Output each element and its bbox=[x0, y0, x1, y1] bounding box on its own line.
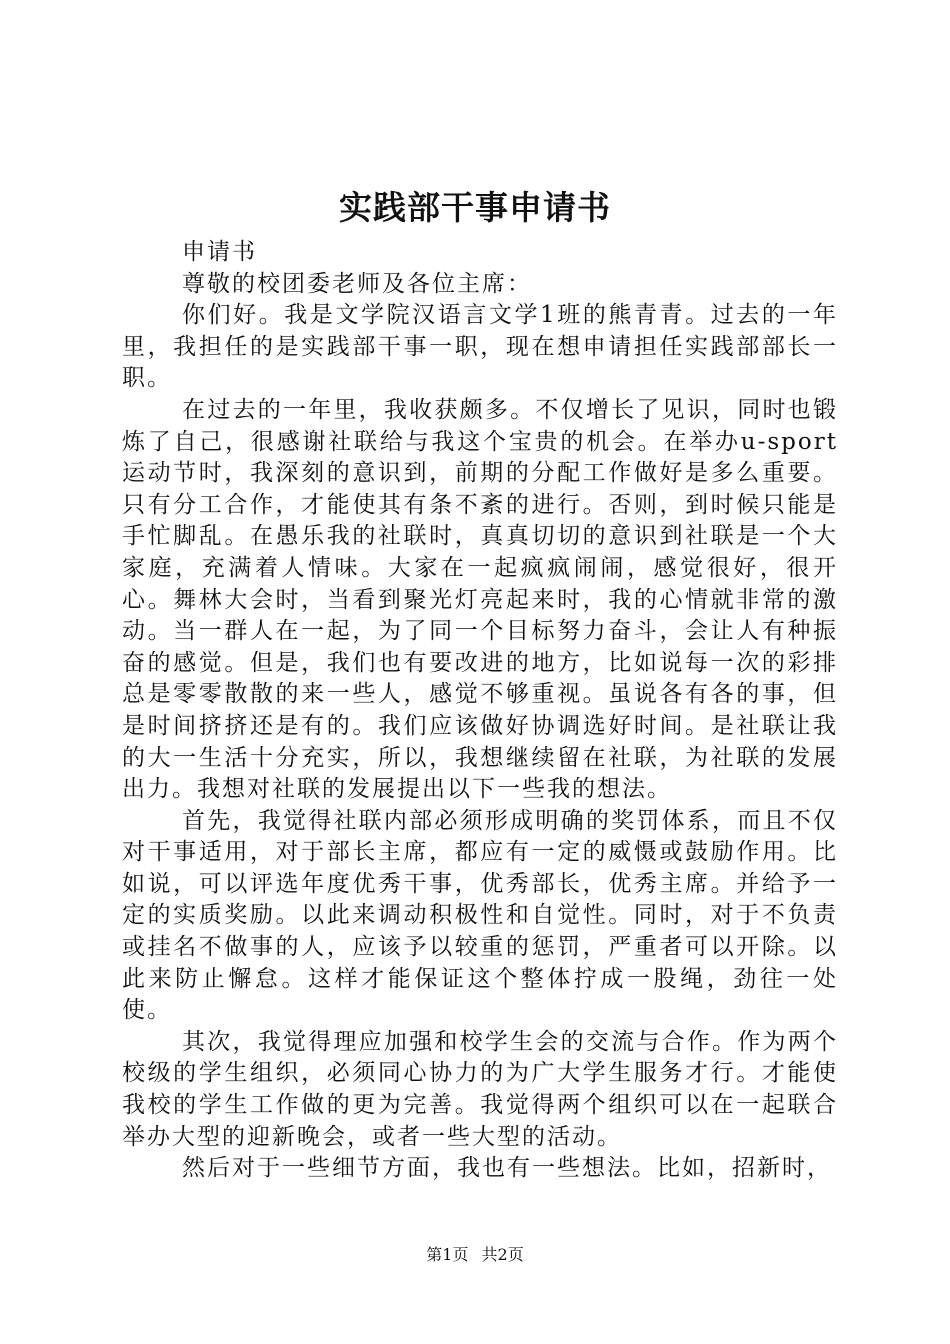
document-body bbox=[122, 237, 838, 1185]
page-footer bbox=[0, 1244, 950, 1266]
paragraph: 其次，我觉得理应加强和校学生会的交流与合作。作为两个校级的学生组织，必须同心协力的为广大学生服务才行。才能使我校的学生工作做的更为完善。我觉得两个组织可以在一起联合举办大型的迎新晚会，或者一些大型的活动。 bbox=[122, 1028, 838, 1150]
paragraph: 你们好。我是文学院汉语言文学1班的熊青青。过去的一年里，我担任的是实践部干事一职，现在想申请担任实践部部长一职。 bbox=[122, 302, 838, 392]
paragraph: 申请书 bbox=[182, 239, 257, 265]
paragraph: 然后对于一些细节方面，我也有一些想法。比如，招新时， bbox=[182, 1155, 832, 1182]
page-total: 共2页 bbox=[481, 1245, 524, 1264]
paragraph: 在过去的一年里，我收获颇多。不仅增长了见识，同时也锻炼了自己，很感谢社联给与我这个宝贵的机会。在举办u-sport运动节时，我深刻的意识到，前期的分配工作做好是多么重要。只有分工合作，才能使其有条不紊的进行。否则，到时候只能是手忙脚乱。在愚乐我的社联时，真真切切的意识到社联是一个大家庭，充满着人情味。大家在一起疯疯闹闹，感觉很好，很开心。舞林大会时，当看到聚光灯亮起来时，我的心情就非常的激动。当一群人在一起，为了同一个目标努力奋斗，会让人有种振奋的感觉。但是，我们也有要改进的地方，比如说每一次的彩排总是零零散散的来一些人，感觉不够重视。虽说各有各的事，但是时间挤挤还是有的。我们应该做好协调选好时间。是社联让我的大一生活十分充实，所以，我想继续留在社联，为社联的发展出力。我想对社联的发展提出以下一些我的想法。 bbox=[122, 396, 838, 803]
page-number: 第1页 bbox=[426, 1245, 469, 1264]
document-title: 实践部干事申请书 bbox=[339, 188, 611, 227]
paragraph: 尊敬的校团委老师及各位主席： bbox=[182, 270, 532, 297]
paragraph: 首先，我觉得社联内部必须形成明确的奖罚体系，而且不仅对干事适用，对于部长主席，都应有一定的威慑或鼓励作用。比如说，可以评选年度优秀干事，优秀部长，优秀主席。并给予一定的实质奖励。以此来调动积极性和自觉性。同时，对于不负责或挂名不做事的人，应该予以较重的惩罚，严重者可以开除。以此来防止懈怠。这样才能保证这个整体拧成一股绳，劲往一处使。 bbox=[122, 807, 838, 1024]
